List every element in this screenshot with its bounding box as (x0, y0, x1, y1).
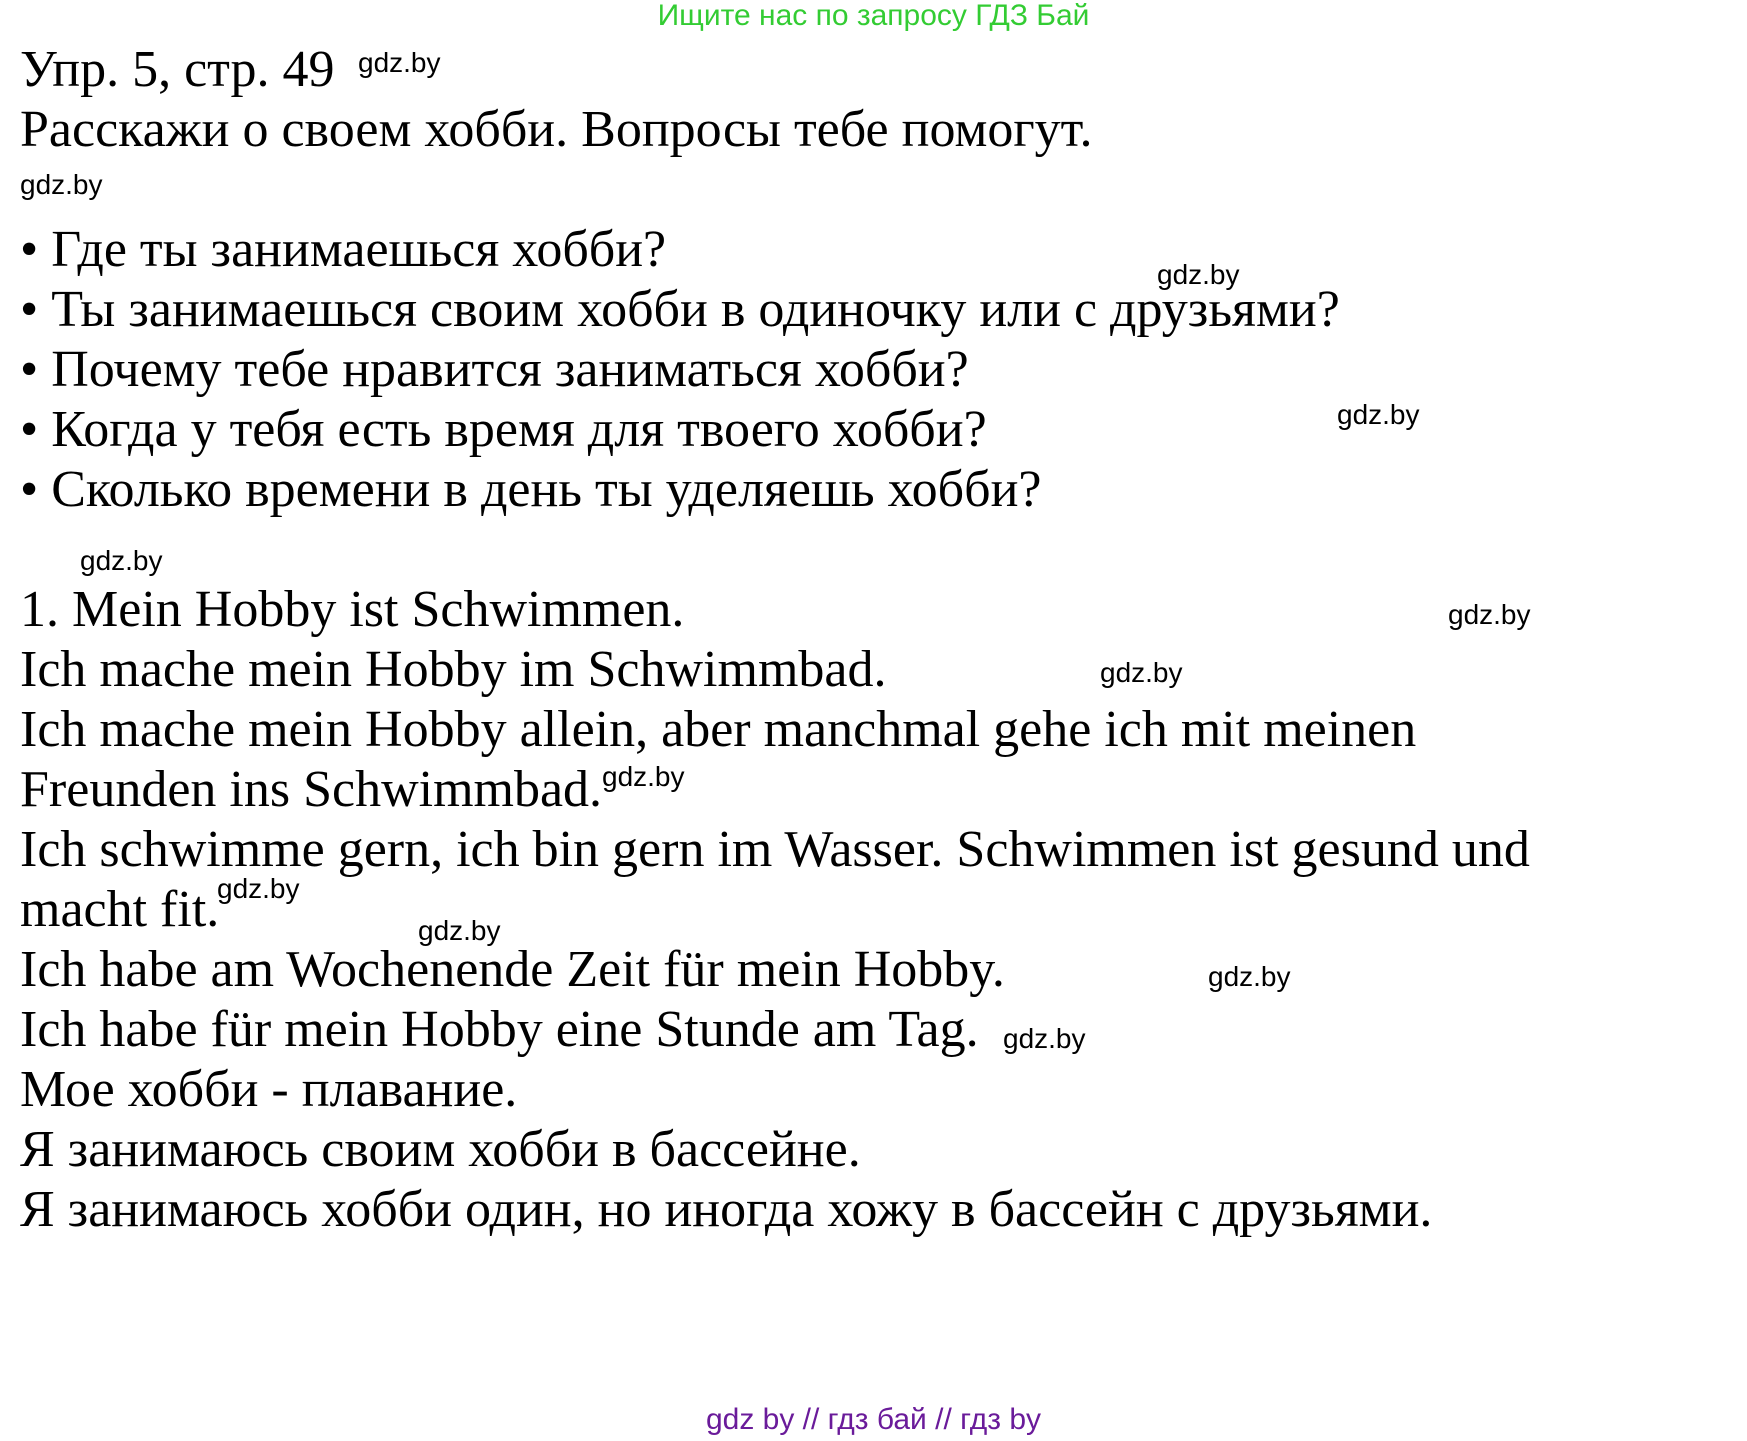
answer-line-ru: Мое хобби - плавание. (20, 1061, 518, 1118)
watermark: gdz.by (217, 873, 300, 904)
footer-links: gdz by // гдз бай // гдз by (705, 1403, 1042, 1436)
header-banner: Ищите нас по запросу ГДЗ Бай (657, 0, 1090, 32)
watermark: gdz.by (1448, 599, 1531, 630)
answer-line-de: 1. Mein Hobby ist Schwimmen. (20, 581, 685, 638)
watermark: gdz.by (1337, 399, 1420, 430)
watermark: gdz.by (418, 915, 501, 946)
watermark: gdz.by (20, 169, 103, 200)
answer-line-de: Ich mache mein Hobby im Schwimmbad. (20, 641, 887, 698)
watermark: gdz.by (358, 47, 441, 78)
watermark: gdz.by (1208, 961, 1291, 992)
question-item: • Где ты занимаешься хобби? (20, 221, 667, 278)
answer-line-ru: Я занимаюсь своим хобби в бассейне. (20, 1121, 861, 1178)
answer-line-de: Ich mache mein Hobby allein, aber manchmal gehe ich mit meinen (20, 701, 1417, 758)
answer-line-de: Freunden ins Schwimmbad. (20, 761, 603, 818)
watermark: gdz.by (80, 545, 163, 576)
question-item: • Почему тебе нравится заниматься хобби? (20, 341, 969, 398)
watermark: gdz.by (1100, 657, 1183, 688)
question-item: • Ты занимаешься своим хобби в одиночку или с друзьями? (20, 281, 1340, 338)
answer-line-de: Ich habe für mein Hobby eine Stunde am Tag. (20, 1001, 979, 1058)
answer-line-de: macht fit. (20, 881, 220, 938)
answer-line-de: Ich schwimme gern, ich bin gern im Wasser. Schwimmen ist gesund und (20, 821, 1530, 878)
watermark: gdz.by (1157, 259, 1240, 290)
watermark: gdz.by (1003, 1023, 1086, 1054)
question-item: • Сколько времени в день ты уделяешь хобби? (20, 461, 1042, 518)
question-item: • Когда у тебя есть время для твоего хобби? (20, 401, 987, 458)
answer-line-de: Ich habe am Wochenende Zeit für mein Hobby. (20, 941, 1005, 998)
watermark: gdz.by (602, 761, 685, 792)
exercise-instruction: Расскажи о своем хобби. Вопросы тебе помогут. (20, 101, 1093, 158)
answer-line-ru: Я занимаюсь хобби один, но иногда хожу в бассейн с друзьями. (20, 1181, 1433, 1238)
exercise-title: Упр. 5, стр. 49 (20, 41, 335, 98)
